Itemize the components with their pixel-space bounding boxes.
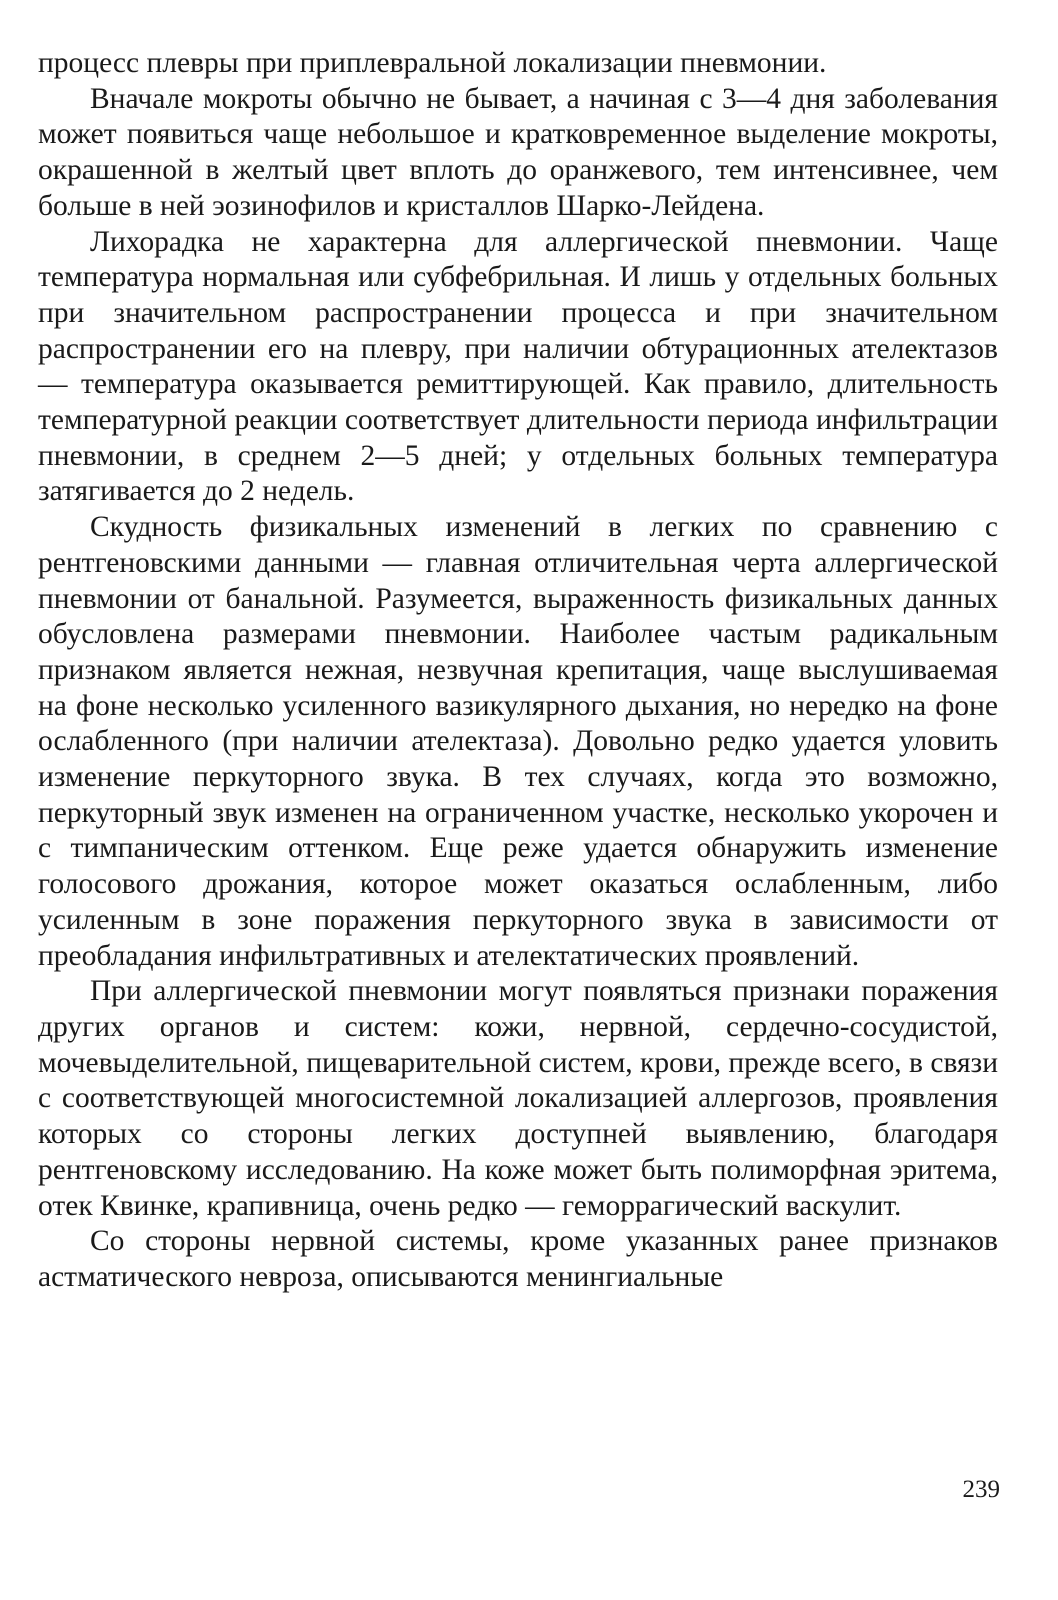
paragraph-6: Со стороны нервной системы, кроме указанных ранее признаков астматического невроза, описываются менингиальные (38, 1225, 998, 1293)
paragraph-4: Скудность физикальных изменений в легких по сравнению с рентгеновскими данными — главная отличительная черта аллергической пневмонии от банальной. Разумеется, выраженность физикальных данных обусловлена размерами пневмонии. Наиболее частым радикальным признаком является нежная, незвучная крепитация, чаще выслушиваемая на фоне несколько усиленного вазикулярного дыхания, но нередко на фоне ослабленного (при наличии ателектаза). Довольно редко удается уловить изменение перкуторного звука. В тех случаях, когда это возможно, перкуторный звук изменен на ограниченном участке, несколько укорочен и с тимпаническим оттенком. Еще реже удается обнаружить изменение голосового дрожания, которое может оказаться ослабленным, либо усиленным в зоне поражения перкуторного звука в зависимости от преобладания инфильтративных и ателектатических проявлений. (38, 511, 998, 972)
page-number: 239 (962, 1476, 1000, 1503)
page-body (38, 46, 998, 1296)
paragraph-2: Вначале мокроты обычно не бывает, а начиная с 3—4 дня заболевания может появиться чаще небольшое и кратковременное выделение мокроты, окрашенной в желтый цвет вплоть до оранжевого, тем интенсивнее, чем больше в ней эозинофилов и кристаллов Шарко-Лейдена. (38, 82, 998, 222)
paragraph-1: процесс плевры при приплевральной локализации пневмонии. (38, 47, 827, 79)
paragraph-3: Лихорадка не характерна для аллергической пневмонии. Чаще температура нормальная или субфебрильная. И лишь у отдельных больных при значительном распространении процесса и при значительном распространении его на плевру, при наличии обтурационных ателектазов — температура оказывается ремиттирующей. Как правило, длительность температурной реакции соответствует длительности периода инфильтрации пневмонии, в среднем 2—5 дней; у отдельных больных температура затягивается до 2 недель. (38, 225, 998, 508)
paragraph-5: При аллергической пневмонии могут появляться признаки поражения других органов и систем: кожи, нервной, сердечно-сосудистой, мочевыделительной, пищеварительной систем, крови, прежде всего, в связи с соответствующей многосистемной локализацией аллергозов, проявления которых со стороны легких доступней выявлению, благодаря рентгеновскому исследованию. На коже может быть полиморфная эритема, отек Квинке, крапивница, очень редко — геморрагический васкулит. (38, 975, 998, 1222)
